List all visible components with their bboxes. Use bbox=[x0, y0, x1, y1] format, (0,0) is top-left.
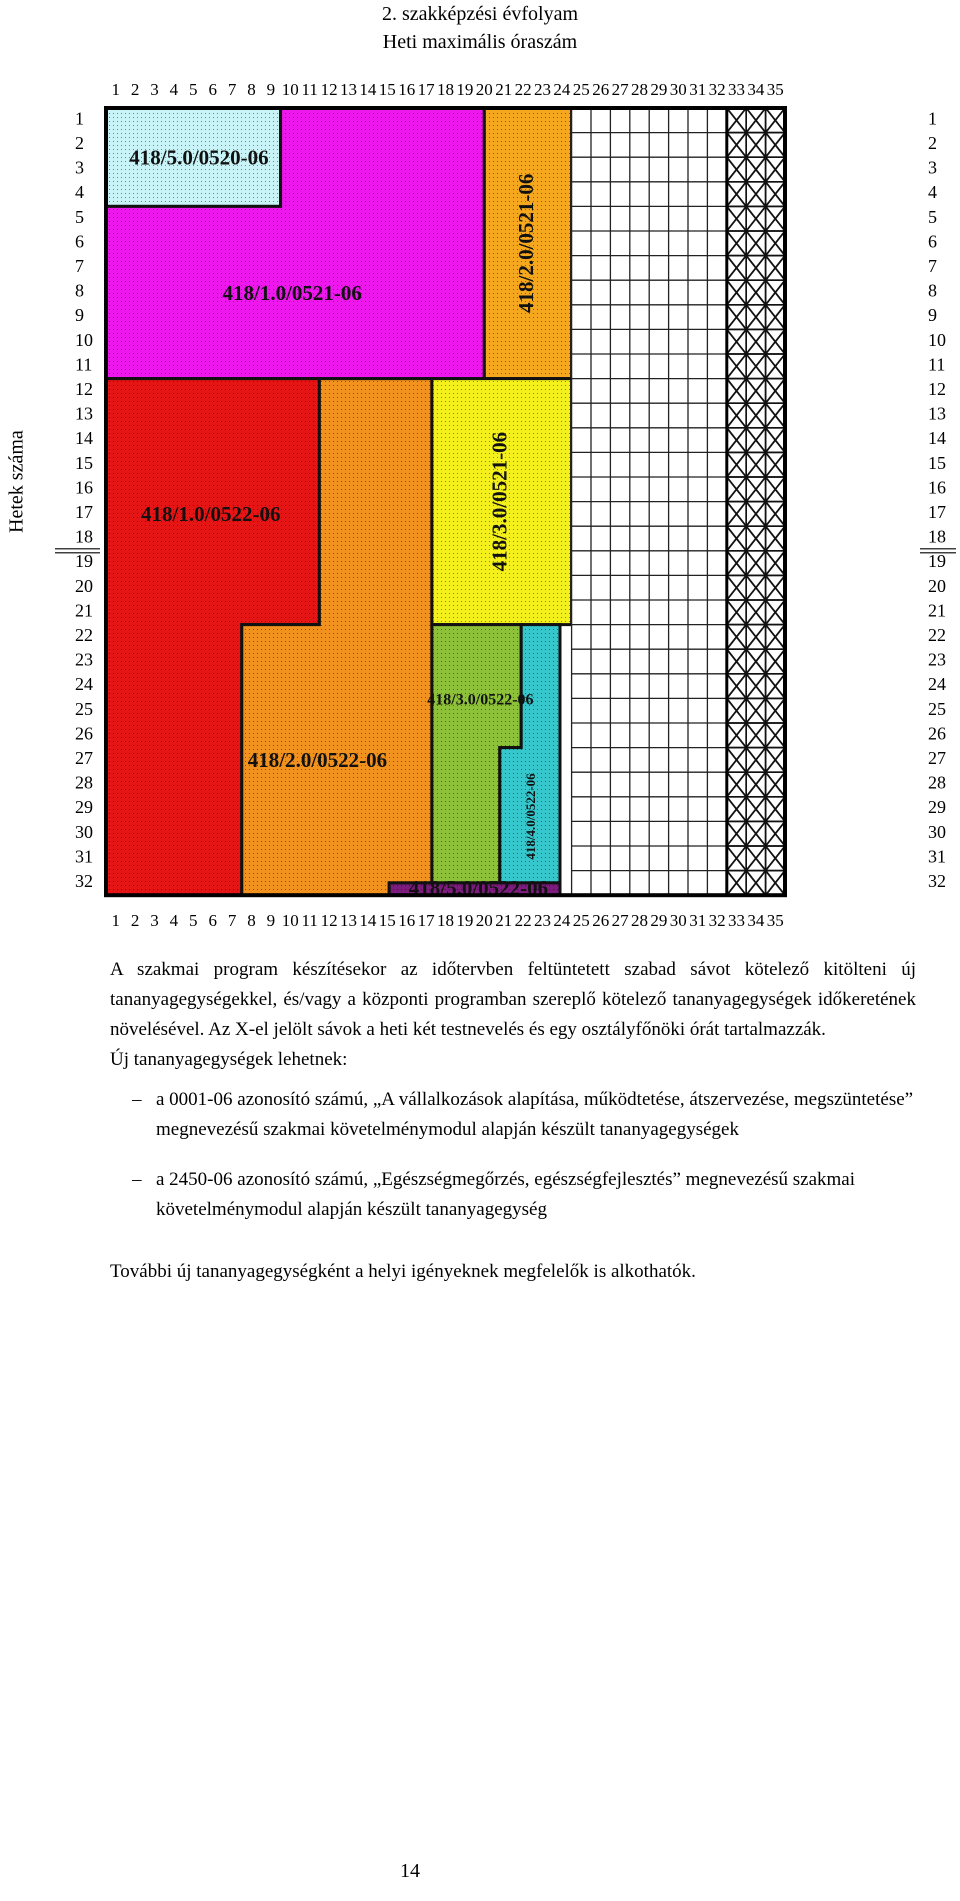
top-hour-tick: 34 bbox=[747, 80, 765, 99]
block-label: 418/5.0/0522-06 bbox=[408, 876, 549, 901]
left-week-tick: 15 bbox=[75, 452, 93, 473]
bottom-hour-tick: 19 bbox=[456, 911, 474, 931]
weeks-axis-label: Hetek száma bbox=[5, 430, 28, 533]
right-week-tick: 14 bbox=[928, 428, 946, 449]
top-hour-tick: 26 bbox=[592, 80, 610, 99]
bottom-hour-tick: 1 bbox=[111, 911, 120, 931]
right-week-tick: 5 bbox=[928, 206, 937, 227]
top-hour-tick: 20 bbox=[475, 80, 493, 99]
top-hour-tick: 24 bbox=[553, 80, 571, 99]
paragraph-free-band: A szakmai program készítésekor az időtervben feltüntetett szabad sávot kötelező kitölteni új tananyagegységekkel, és/vagy a központi programban szereplő kötelező tananyagegységek időkeretének növelésével. Az X-el jelölt sávok a heti két testnevelés és egy osztályfőnöki órát tartalmazzák. bbox=[110, 959, 916, 1040]
left-week-tick: 5 bbox=[75, 206, 84, 227]
top-hour-tick: 8 bbox=[247, 80, 256, 99]
list-item-text: a 2450-06 azonosító számú, „Egészségmegőrzés, egészségfejlesztés” megnevezésű szakmai követelménymodul alapján készült tananyagegység bbox=[156, 1169, 856, 1220]
top-hour-tick: 22 bbox=[514, 80, 532, 99]
left-week-tick: 29 bbox=[75, 797, 93, 818]
top-hour-tick: 10 bbox=[281, 80, 299, 99]
right-week-tick: 20 bbox=[928, 575, 946, 596]
right-week-tick: 2 bbox=[928, 133, 937, 154]
top-hour-tick: 30 bbox=[669, 80, 687, 99]
top-hour-tick: 27 bbox=[611, 80, 629, 99]
left-week-tick: 14 bbox=[75, 428, 93, 449]
top-hour-tick: 17 bbox=[417, 80, 435, 99]
top-hour-tick: 13 bbox=[340, 80, 357, 99]
top-hour-tick: 15 bbox=[378, 80, 396, 99]
top-hour-tick: 11 bbox=[301, 80, 318, 99]
block-label: 418/5.0/0520-06 bbox=[129, 145, 269, 170]
bottom-hour-tick: 10 bbox=[281, 911, 299, 931]
block-label: 418/3.0/0522-06 bbox=[427, 691, 534, 709]
top-hour-tick: 28 bbox=[631, 80, 648, 99]
bottom-hour-tick: 16 bbox=[398, 911, 416, 931]
bottom-hour-tick: 29 bbox=[650, 911, 668, 931]
bottom-hour-tick: 17 bbox=[417, 911, 435, 931]
right-week-tick: 16 bbox=[928, 477, 946, 498]
top-hour-tick: 1 bbox=[111, 80, 120, 99]
left-week-tick: 9 bbox=[75, 305, 84, 326]
right-week-tick: 9 bbox=[928, 305, 937, 326]
top-hour-tick: 7 bbox=[227, 80, 237, 99]
bottom-hour-tick: 18 bbox=[437, 911, 454, 931]
right-week-tick: 8 bbox=[928, 280, 937, 301]
left-week-tick: 20 bbox=[75, 575, 93, 596]
block-label: 418/1.0/0522-06 bbox=[141, 502, 281, 527]
right-week-tick: 21 bbox=[928, 600, 946, 621]
page-number: 14 bbox=[400, 1860, 420, 1882]
bottom-hour-tick: 14 bbox=[359, 911, 377, 931]
top-hour-tick: 9 bbox=[266, 80, 276, 99]
closing-sentence: További új tananyagegységként a helyi igényeknek megfelelők is alkothatók. bbox=[110, 1261, 696, 1282]
left-week-tick: 13 bbox=[75, 403, 93, 424]
left-week-tick: 19 bbox=[75, 551, 93, 572]
bottom-hour-tick: 6 bbox=[208, 911, 217, 931]
top-hour-tick: 3 bbox=[150, 80, 159, 99]
left-week-tick: 1 bbox=[75, 108, 84, 129]
bottom-hour-tick: 31 bbox=[689, 911, 707, 931]
right-week-tick: 4 bbox=[928, 182, 937, 203]
right-week-tick: 18 bbox=[928, 526, 946, 547]
bottom-hour-tick: 33 bbox=[728, 911, 745, 931]
bottom-hour-tick: 34 bbox=[747, 911, 765, 931]
block-label: 418/3.0/0521-06 bbox=[487, 431, 512, 572]
bottom-hour-tick: 13 bbox=[340, 911, 357, 931]
left-week-tick: 26 bbox=[75, 723, 93, 744]
right-week-tick: 32 bbox=[928, 871, 946, 892]
bottom-hour-tick: 21 bbox=[495, 911, 513, 931]
new-units-list bbox=[110, 1085, 916, 1225]
top-hour-tick: 6 bbox=[208, 80, 217, 99]
right-week-tick: 12 bbox=[928, 379, 946, 400]
bottom-hour-tick: 27 bbox=[611, 911, 629, 931]
right-week-tick: 17 bbox=[928, 502, 946, 523]
bottom-hour-tick: 8 bbox=[247, 911, 256, 931]
top-hour-tick: 32 bbox=[708, 80, 726, 99]
top-hour-tick: 4 bbox=[169, 80, 179, 99]
top-hour-tick: 33 bbox=[728, 80, 745, 99]
left-week-tick: 12 bbox=[75, 379, 93, 400]
left-week-tick: 22 bbox=[75, 625, 93, 646]
top-hour-tick: 21 bbox=[495, 80, 513, 99]
block-label: 418/1.0/0521-06 bbox=[222, 280, 362, 305]
top-hour-tick: 19 bbox=[456, 80, 474, 99]
left-week-tick: 30 bbox=[75, 821, 93, 842]
bottom-hour-tick: 2 bbox=[130, 911, 140, 931]
left-week-tick: 24 bbox=[75, 674, 93, 695]
top-hour-tick: 35 bbox=[766, 80, 784, 99]
left-week-tick: 25 bbox=[75, 698, 93, 719]
left-week-tick: 4 bbox=[75, 182, 84, 203]
right-week-tick: 30 bbox=[928, 821, 946, 842]
bottom-hour-tick: 26 bbox=[592, 911, 610, 931]
bottom-hour-tick: 35 bbox=[766, 911, 784, 931]
bottom-hour-tick: 32 bbox=[708, 911, 726, 931]
top-hour-tick: 18 bbox=[437, 80, 454, 99]
bottom-hour-tick: 25 bbox=[572, 911, 590, 931]
header-line-1: 2. szakképzési évfolyam bbox=[381, 3, 579, 25]
right-week-tick: 3 bbox=[928, 157, 937, 178]
bottom-hour-tick: 3 bbox=[150, 911, 159, 931]
block-label: 418/2.0/0522-06 bbox=[247, 748, 388, 773]
bottom-hour-tick: 15 bbox=[378, 911, 396, 931]
right-week-tick: 1 bbox=[928, 108, 937, 129]
header-line-2: Heti maximális óraszám bbox=[382, 31, 578, 53]
right-week-tick: 15 bbox=[928, 452, 946, 473]
left-week-tick: 11 bbox=[75, 354, 93, 375]
right-week-tick: 6 bbox=[928, 231, 937, 252]
bottom-hour-tick: 11 bbox=[301, 911, 318, 931]
left-week-tick: 17 bbox=[75, 502, 93, 523]
dash-bullet-icon: – bbox=[132, 1169, 142, 1190]
list-item bbox=[110, 1165, 916, 1225]
left-week-tick: 16 bbox=[75, 477, 93, 498]
bottom-hour-tick: 24 bbox=[553, 911, 571, 931]
bottom-hour-tick: 28 bbox=[631, 911, 648, 931]
left-week-tick: 6 bbox=[75, 231, 84, 252]
right-week-tick: 22 bbox=[928, 625, 946, 646]
left-week-tick: 28 bbox=[75, 772, 93, 793]
bottom-hour-tick: 20 bbox=[475, 911, 493, 931]
block-label: 418/2.0/0521-06 bbox=[513, 173, 538, 314]
left-week-tick: 8 bbox=[75, 280, 84, 301]
left-week-tick: 32 bbox=[75, 871, 93, 892]
top-hour-tick: 16 bbox=[398, 80, 416, 99]
left-week-tick: 18 bbox=[75, 526, 93, 547]
left-week-tick: 31 bbox=[75, 846, 93, 867]
block-label: 418/4.0/0522-06 bbox=[522, 773, 538, 860]
right-week-tick: 23 bbox=[928, 649, 946, 670]
bottom-hour-tick: 22 bbox=[514, 911, 532, 931]
left-week-tick: 2 bbox=[75, 133, 84, 154]
left-week-tick: 21 bbox=[75, 600, 93, 621]
top-hour-tick: 5 bbox=[189, 80, 198, 99]
left-week-tick: 10 bbox=[75, 329, 93, 350]
right-week-tick: 24 bbox=[928, 674, 946, 695]
right-week-tick: 19 bbox=[928, 551, 946, 572]
left-week-tick: 7 bbox=[75, 256, 84, 277]
list-item bbox=[110, 1085, 916, 1145]
explanation-text bbox=[110, 955, 916, 1287]
top-hour-tick: 12 bbox=[320, 80, 338, 99]
right-week-tick: 28 bbox=[928, 772, 946, 793]
left-week-tick: 27 bbox=[75, 748, 93, 769]
left-week-tick: 3 bbox=[75, 157, 84, 178]
bottom-hour-tick: 5 bbox=[189, 911, 198, 931]
top-hour-tick: 14 bbox=[359, 80, 377, 99]
right-week-tick: 11 bbox=[928, 354, 946, 375]
top-hour-tick: 25 bbox=[572, 80, 590, 99]
right-week-tick: 13 bbox=[928, 403, 946, 424]
dash-bullet-icon: – bbox=[132, 1089, 142, 1110]
bottom-hour-tick: 7 bbox=[227, 911, 237, 931]
right-week-tick: 29 bbox=[928, 797, 946, 818]
top-hour-tick: 29 bbox=[650, 80, 668, 99]
right-week-tick: 25 bbox=[928, 698, 946, 719]
bottom-hour-tick: 30 bbox=[669, 911, 687, 931]
list-item-text: a 0001-06 azonosító számú, „A vállalkozások alapítása, működtetése, átszervezése, megszüntetése” megnevezésű szakmai követelménymodul alapján készült tananyagegységek bbox=[156, 1089, 914, 1140]
right-week-tick: 31 bbox=[928, 846, 946, 867]
top-hour-tick: 23 bbox=[534, 80, 551, 99]
bottom-hour-tick: 4 bbox=[169, 911, 179, 931]
bottom-hour-tick: 23 bbox=[534, 911, 551, 931]
right-week-tick: 10 bbox=[928, 329, 946, 350]
list-intro: Új tananyagegységek lehetnek: bbox=[110, 1049, 348, 1070]
right-week-tick: 26 bbox=[928, 723, 946, 744]
left-week-tick: 23 bbox=[75, 649, 93, 670]
top-hour-tick: 31 bbox=[689, 80, 707, 99]
right-week-tick: 27 bbox=[928, 748, 946, 769]
right-week-tick: 7 bbox=[928, 256, 937, 277]
bottom-hour-tick: 12 bbox=[320, 911, 338, 931]
bottom-hour-tick: 9 bbox=[266, 911, 276, 931]
top-hour-tick: 2 bbox=[130, 80, 140, 99]
